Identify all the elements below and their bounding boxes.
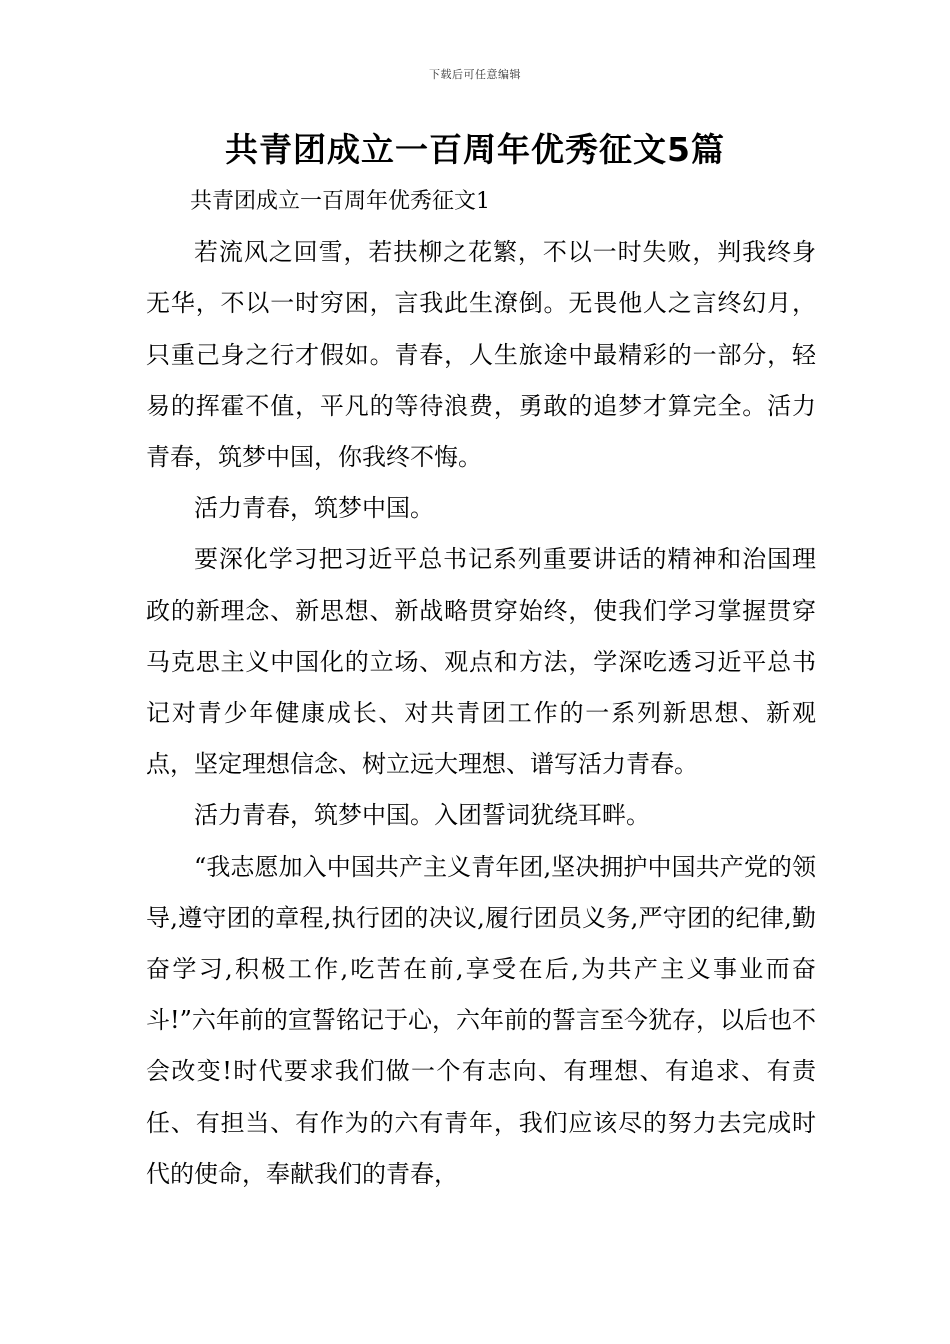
paragraph-2: 活力青春，筑梦中国。 [194,494,434,523]
document-title: 共青团成立一百周年优秀征文5篇 [225,130,725,169]
paragraph-5: “我志愿加入中国共产主义青年团,坚决拥护中国共产党的领导,遵守团的章程,执行团的决议,履行团员义务,严守团的纪律,勤奋学习,积极工作,吃苦在前,享受在后,为共产主义事业而奋斗!”六年前的宣誓铭记于心，六年前的誓言至今犹存，以后也不会改变!时代要求我们做一个有志向、有理想、有追求、有责任、有担当、有作为的六有青年，我们应该尽的努力去完成时代的使命，奉献我们的青春， [146,852,816,1188]
section-heading: 共青团成立一百周年优秀征文1 [190,189,490,214]
document-body [146,176,816,1200]
paragraph-3: 要深化学习把习近平总书记系列重要讲话的精神和治国理政的新理念、新思想、新战略贯穿始终，使我们学习掌握贯穿马克思主义中国化的立场、观点和方法，学深吃透习近平总书记对青少年健康成长、对共青团工作的一系列新思想、新观点，坚定理想信念、树立远大理想、谱写活力青春。 [146,545,816,779]
header-note: 下载后可任意编辑 [429,68,521,81]
paragraph-4: 活力青春，筑梦中国。入团誓词犹绕耳畔。 [194,801,650,830]
paragraph-1: 若流风之回雪，若扶柳之花繁，不以一时失败，判我终身无华，不以一时穷困，言我此生潦倒。无畏他人之言终幻月，只重己身之行才假如。青春，人生旅途中最精彩的一部分，轻易的挥霍不值，平凡的等待浪费，勇敢的追梦才算完全。活力青春，筑梦中国，你我终不悔。 [146,238,816,472]
